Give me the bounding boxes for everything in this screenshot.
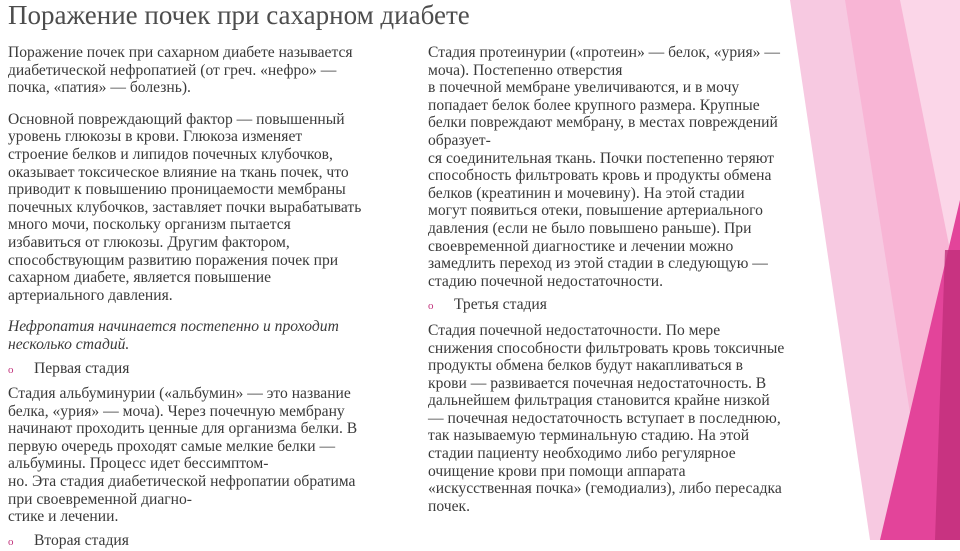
circle-bullet-icon: o — [8, 535, 14, 548]
text-line: сахарном диабете, является повышение — [8, 269, 272, 287]
text-line: замедлить переход из этой стадии в следующую — — [428, 255, 768, 273]
text-line: избавиться от глюкозы. Другим фактором, — [8, 233, 290, 251]
stage-1-paragraph — [8, 385, 420, 526]
text-line: крови — развивается почечная недостаточность. В — [428, 374, 767, 392]
text-line: стике и лечении. — [8, 508, 119, 526]
text-line: очищение крови при помощи аппарата — [428, 462, 686, 480]
text-line: в почечной мембране увеличиваются, и в мочу — [428, 79, 740, 97]
circle-bullet-icon: o — [8, 363, 14, 376]
text-line: белка, «урия» — моча). Через почечную мембрану — [8, 402, 345, 420]
text-line: давления (если не было повышено раньше). При — [428, 219, 752, 237]
text-line: стадию почечной недостаточности. — [428, 272, 663, 290]
stage-1-label: Первая стадия — [34, 359, 130, 377]
text-line: при своевременной диагно- — [8, 490, 193, 508]
stages-intro-paragraph — [8, 318, 420, 353]
text-line: несколько стадий. — [8, 335, 130, 353]
text-line: начинают проходить ценные для организма белки. В — [8, 420, 358, 438]
text-line: Поражение почек при сахарном диабете называется — [8, 44, 353, 61]
text-line: могут появиться отеки, повышение артериального — [428, 202, 763, 220]
text-line: попадает белок более крупного размера. Крупные — [428, 96, 760, 114]
text-line: артериального давления. — [8, 286, 173, 304]
text-line: почечных клубочков, заставляет почки вырабатывать — [8, 198, 362, 216]
stage-3-heading — [428, 296, 848, 316]
text-line: уровень глюкозы в крови. Глюкоза изменяет — [8, 128, 303, 146]
intro-paragraph — [8, 44, 420, 97]
text-line: стадии пациенту необходимо либо регулярное — [428, 445, 736, 463]
text-line: — почечная недостаточность вступает в последнюю, — [428, 409, 781, 427]
text-line: Нефропатия начинается постепенно и проходит — [8, 318, 339, 336]
text-line: белков (креатинин и мочевину). На этой стадии — [428, 184, 745, 202]
pink-band — [845, 0, 960, 540]
magenta-triangle — [880, 200, 960, 540]
text-line: так называемую терминальную стадию. На этой — [428, 427, 750, 445]
text-line: дальнейшем фильтрация становится крайне низкой — [428, 392, 770, 410]
text-line: Стадия альбуминурии («альбумин» — это название — [8, 385, 351, 403]
stage-2-paragraph — [428, 44, 848, 290]
slide-title: Поражение почек при сахарном диабете — [8, 0, 470, 30]
text-line: Стадия почечной недостаточности. По мере — [428, 321, 721, 339]
text-line: оказывает токсическое влияние на ткань почек, что — [8, 163, 349, 181]
text-line: строение белков и липидов почечных клубочков, — [8, 145, 333, 163]
text-line: снижения способности фильтровать кровь токсичные — [428, 339, 785, 357]
stage-1-heading — [8, 360, 420, 380]
text-line: альбумины. Процесс идет бессимптом- — [8, 455, 269, 473]
pale-pink-wedge — [900, 0, 960, 300]
text-line: моча). Постепенно отверстия — [428, 61, 623, 79]
left-column — [8, 44, 420, 551]
text-line: первую очередь проходят самые мелкие белки — — [8, 437, 336, 455]
text-line: способствующим развитию поражения почек при — [8, 251, 339, 269]
circle-bullet-icon: o — [428, 300, 434, 313]
stage-3-paragraph — [428, 322, 848, 516]
text-line: почка, «патия» — болезнь). — [8, 79, 191, 97]
text-line: «искусственная почка» (гемодиализ), либо пересадка — [428, 480, 782, 498]
text-line: ся соединительная ткань. Почки постепенно теряют — [428, 149, 775, 167]
stage-2-heading — [8, 532, 420, 551]
text-line: приводит к повышению проницаемости мембраны — [8, 181, 346, 199]
damage-factor-paragraph — [8, 111, 420, 305]
right-column — [428, 44, 848, 515]
text-line: много мочи, поскольку организм пытается — [8, 216, 291, 234]
stage-3-label: Третья стадия — [454, 296, 547, 314]
text-line: Основной повреждающий фактор — повышенный — [8, 110, 345, 128]
text-line: способность фильтровать кровь и продукты обмена — [428, 167, 772, 185]
text-line: образует- — [428, 131, 491, 149]
text-line: продукты обмена белков будут накапливаться в — [428, 357, 743, 375]
text-line: Стадия протеинурии («протеин» — белок, «урия» — — [428, 44, 780, 61]
text-line: диабетической нефропатией (от греч. «нефро» — — [8, 61, 337, 79]
text-line: почек. — [428, 497, 470, 515]
dark-magenta-strip — [935, 250, 960, 540]
text-line: своевременной диагностике и лечении можно — [428, 237, 734, 255]
text-line: белки повреждают мембрану, в местах повреждений — [428, 114, 778, 132]
stage-2-label: Вторая стадия — [34, 531, 129, 549]
text-line: но. Эта стадия диабетической нефропатии обратима — [8, 473, 356, 491]
